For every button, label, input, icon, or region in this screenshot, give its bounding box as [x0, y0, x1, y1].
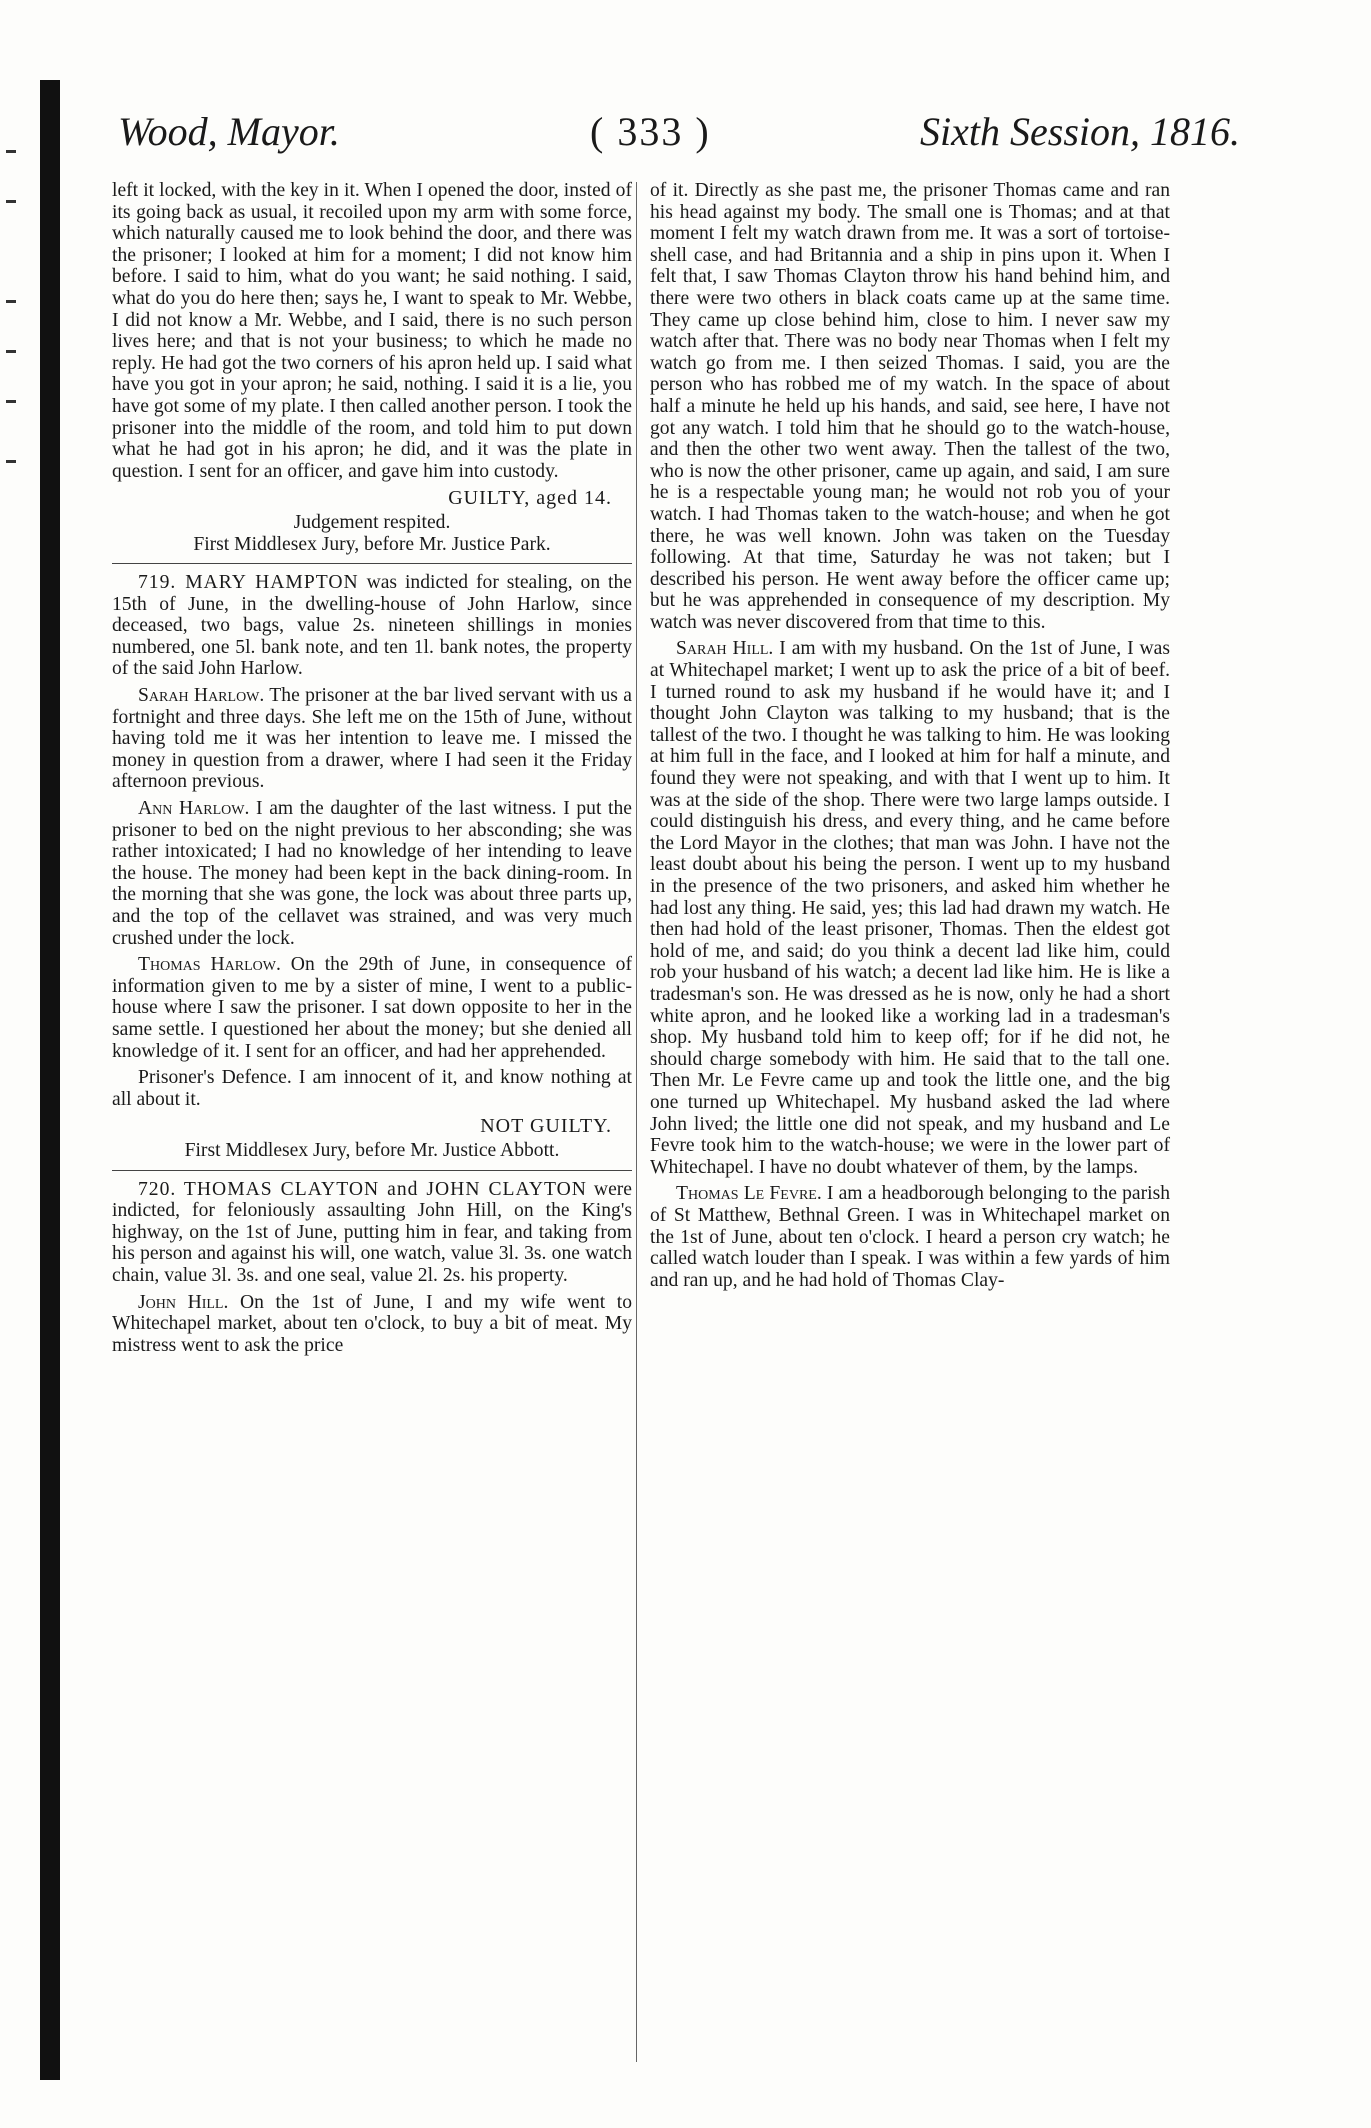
case-number-name: 719. MARY HAMPTON — [138, 572, 359, 594]
testimony — [650, 638, 1170, 1178]
edge-mark — [6, 200, 16, 203]
witness-name: Sarah Hill. — [676, 638, 774, 660]
header-right: Sixth Session, 1816. — [920, 109, 1240, 154]
testimony-text: On the 29th of June, in consequence of information given to me by a sister of mine, I went to a public-house where I saw the prisoner. I sat down opposite to her in the same settle. I questioned her about the money; but she denied all knowledge of it. I sent for an officer, and had her apprehended. — [112, 954, 632, 1062]
testimony-text: I am a headborough belonging to the parish of St Matthew, Bethnal Green. I was in Whitechapel market on the 1st of June, about ten o'clock. I heard a person cry watch; he called watch louder than I speak. I was within a few yards of him and ran up, and he had hold of Thomas Clay- — [650, 1183, 1170, 1291]
testimony — [112, 685, 632, 793]
case-720 — [112, 1179, 632, 1287]
left-column — [112, 180, 632, 1361]
edge-mark — [6, 460, 16, 463]
section-rule — [112, 1170, 632, 1171]
testimony-text: On the 1st of June, I and my wife went to Whitechapel market, about ten o'clock, to buy a bit of meat. My mistress went to ask the price — [112, 1291, 633, 1356]
testimony — [650, 1183, 1170, 1291]
edge-mark — [6, 400, 16, 403]
verdict: GUILTY, aged 14. — [448, 487, 612, 510]
witness-name: John Hill. — [138, 1291, 229, 1313]
testimony — [112, 1292, 632, 1357]
paragraph: left it locked, with the key in it. When I opened the door, insted of its going back as usual, it recoiled upon my arm with some force, which naturally caused me to look behind the door, and there was the prisoner; I looked at him for a moment; I did not know him before. I said to him, what do you want; he said nothing. I said, what do you do here then; says he, I want to speak to Mr. Webbe, I did not know a Mr. Webbe, and I said, there is no such person lives here; and that is not your business; to which he made no reply. He had got the two corners of his apron held up. I said what have you got in your apron; he said, nothing. I said it is a lie, you have got some of my plate. I then called another person. I took the prisoner into the middle of the room, and told him to put down what he had got in his apron; he did, and it was the plate in question. I sent for an officer, and gave him into custody. — [112, 180, 632, 482]
testimony-text: The prisoner at the bar lived servant with us a fortnight and three days. She left me on the 15th of June, without having told me it was her intention to leave me. I missed the money in question from a drawer, where I had seen it the Friday afternoon previous. — [112, 685, 632, 793]
edge-mark — [6, 350, 16, 353]
section-rule — [112, 563, 632, 564]
page-number: ( 333 ) — [590, 109, 711, 154]
judgement: Judgement respited. — [293, 511, 451, 533]
edge-mark — [6, 150, 16, 153]
case-719 — [112, 572, 632, 680]
witness-name: Sarah Harlow. — [138, 685, 265, 707]
verdict: NOT GUILTY. — [480, 1115, 612, 1138]
binding-spine — [40, 80, 60, 2080]
witness-name: Thomas Harlow. — [138, 954, 281, 976]
column-divider — [636, 182, 637, 2062]
paragraph: of it. Directly as she past me, the prisoner Thomas came and ran his head against my body. The small one is Thomas; and at that moment I felt my watch drawn from me. It was a sort of tortoise-shell case, and had Britannia and a ship in pins upon it. When I felt that, I saw Thomas Clayton throw his hand behind him, and there were two others in black coats came up at the same time. They came up close behind him, close to him. I never saw my watch after that. There was no body near Thomas when I felt my watch go from me. I then seized Thomas. I said, you are the person who has robbed me of my watch. In the space of about half a minute he held up his hands, and said, see here, I have not got any watch. I told him that he should go to the watch-house, and then the other two went away. Then the tallest of the two, who is now the other prisoner, came up again, and said, I am sure he is a respectable young man; he would not rob you of your watch. I had Thomas taken to the watch-house; and when he got there, he was well known. John was taken on the Tuesday following. At that time, Saturday he was not taken; but I described his person. He went away before the officer came up; but he was apprehended in consequence of my description. My watch was never discovered from that time to this. — [650, 180, 1170, 633]
running-header — [110, 108, 1240, 168]
case-number-name: 720. THOMAS CLAYTON and JOHN CLAYTON — [138, 1178, 587, 1200]
case-text: were indicted, for feloniously assaulting John Hill, on the King's highway, on the 1st of June, putting him in fear, and taking from his person and against his will, one watch, value 3l. 3s. one watch chain, value 3l. 3s. and one seal, value 2l. 2s. his property. — [112, 1178, 633, 1286]
jury-line: First Middlesex Jury, before Mr. Justice Park. — [193, 533, 551, 555]
right-column — [650, 180, 1170, 1296]
jury-line: First Middlesex Jury, before Mr. Justice Abbott. — [184, 1139, 560, 1161]
testimony — [112, 798, 632, 949]
case-text: was indicted for stealing, on the 15th of June, in the dwelling-house of John Harlow, since deceased, two bags, value 2s. nineteen shillings in monies numbered, one 5l. bank note, and ten 1l. bank notes, the property of the said John Harlow. — [112, 572, 632, 680]
edge-mark — [6, 300, 16, 303]
witness-name: Thomas Le Fevre. — [676, 1183, 822, 1205]
testimony — [112, 954, 632, 1062]
header-left: Wood, Mayor. — [118, 109, 340, 154]
witness-name: Ann Harlow. — [138, 798, 250, 820]
defence: Prisoner's Defence. I am innocent of it, and know nothing at all about it. — [112, 1067, 632, 1110]
testimony-text: I am with my husband. On the 1st of June, I was at Whitechapel market; I went up to ask the price of a bit of beef. I turned round to ask my husband if he would have it; and I thought John Clayton was talking to my husband; that is the tallest of the two. I thought he was talking to him. He was looking at him full in the face, and I looked at him for half a minute, and found they were not speaking, and with that I went up to him. It was at the side of the shop. There were two large lamps outside. I could distinguish his dress, and every thing, and he came before the Lord Mayor in the clothes; that man was John. I have not the least doubt about his being the person. I went up to my husband in the presence of the two prisoners, and asked him whether he had lost any thing. He said, yes; this lad had drawn my watch. He then had hold of the least prisoner, Thomas. Then the eldest got hold of me, and said; do you think a decent lad like him, could rob your husband of his watch; a decent lad like him. He is like a tradesman's son. He was dressed as he is now, only he had a short white apron, and he looked like a working lad in a tradesman's shop. My husband told him to keep off; for if he did not, he should charge somebody with him. He said that to the tall one. Then Mr. Le Fevre came up and took the little one, and the big one turned up Whitechapel. My husband asked the lad where John lived; the little one did not speak, and my husband and Le Fevre took him to the watch-house; we were in the lower part of Whitechapel. I have no doubt whatever of them, by the lamps. — [650, 638, 1171, 1178]
testimony-text: I am the daughter of the last witness. I put the prisoner to bed on the night previous to her absconding; she was rather intoxicated; I had no knowledge of her intending to leave the house. The money had been kept in the back dining-room. In the morning that she was gone, the lock was about three parts up, and the top of the cellavet was strained, and was very much crushed under the lock. — [112, 798, 632, 949]
